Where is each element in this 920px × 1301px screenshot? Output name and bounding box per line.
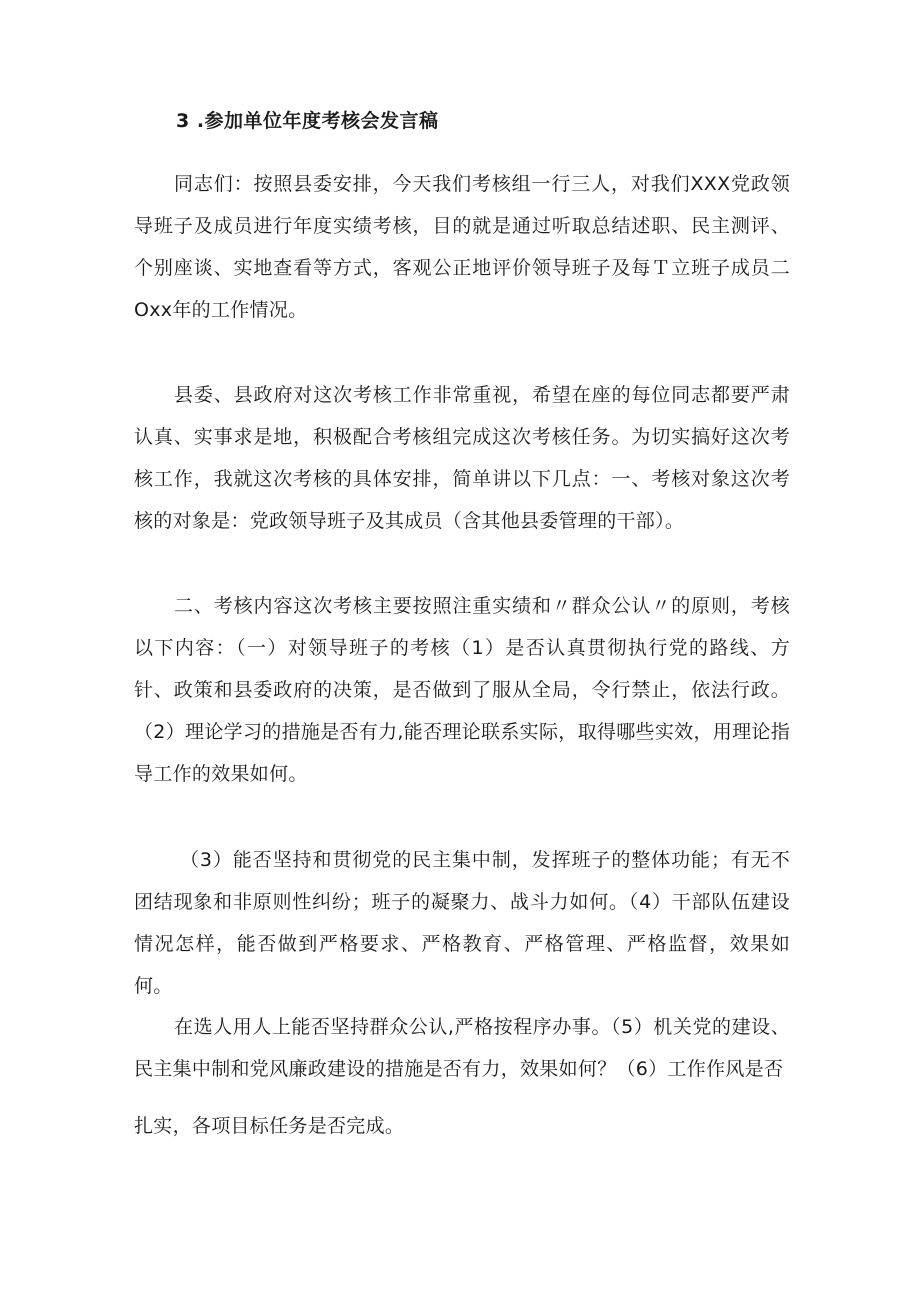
document-title: 3 .参加单位年度考核会发言稿 <box>176 110 439 132</box>
paragraph-personnel: 在选人用人上能否坚持群众公认,严格按程序办事。（5）机关党的建设、民主集中制和党风廉政建设的措施是否有力，效果如何？（6）工作作风是否 <box>134 1016 790 1080</box>
paragraph-arrangement: 县委、县政府对这次考核工作非常重视，希望在座的每位同志都要严肃认真、实事求是地，积极配合考核组完成这次考核任务。为切实搞好这次考核工作，我就这次考核的具体安排，简单讲以下几点：一、考核对象这次考核的对象是：党政领导班子及其成员（含其他县委管理的干部）。 <box>134 384 790 532</box>
paragraph-opening: 同志们：按照县委安排，今天我们考核组一行三人，对我们XXX党政领导班子及成员进行年度实绩考核，目的就是通过听取总结述职、民主测评、个别座谈、实地查看等方式，客观公正地评价领导班子及每Ｔ立班子成员二Oxx年的工作情况。 <box>134 173 790 321</box>
paragraph-content: 二、考核内容这次考核主要按照注重实绩和〃群众公认〃的原则，考核以下内容：（一）对领导班子的考核（1）是否认真贯彻执行党的路线、方针、政策和县委政府的决策，是否做到了服从全局，令行禁止，依法行政。（2）理论学习的措施是否有力,能否理论联系实际，取得哪些实效，用理论指导工作的效果如何。 <box>134 595 790 785</box>
paragraph-democratic-centralism: （3）能否坚持和贯彻党的民主集中制，发挥班子的整体功能；有无不团结现象和非原则性纠纷；班子的凝聚力、战斗力如何。（4）干部队伍建设情况怎样，能否做到严格要求、严格教育、严格管理、严格监督，效果如何。 <box>134 849 790 997</box>
paragraph-continuation: 扎实，各项目标任务是否完成。 <box>134 1115 405 1137</box>
